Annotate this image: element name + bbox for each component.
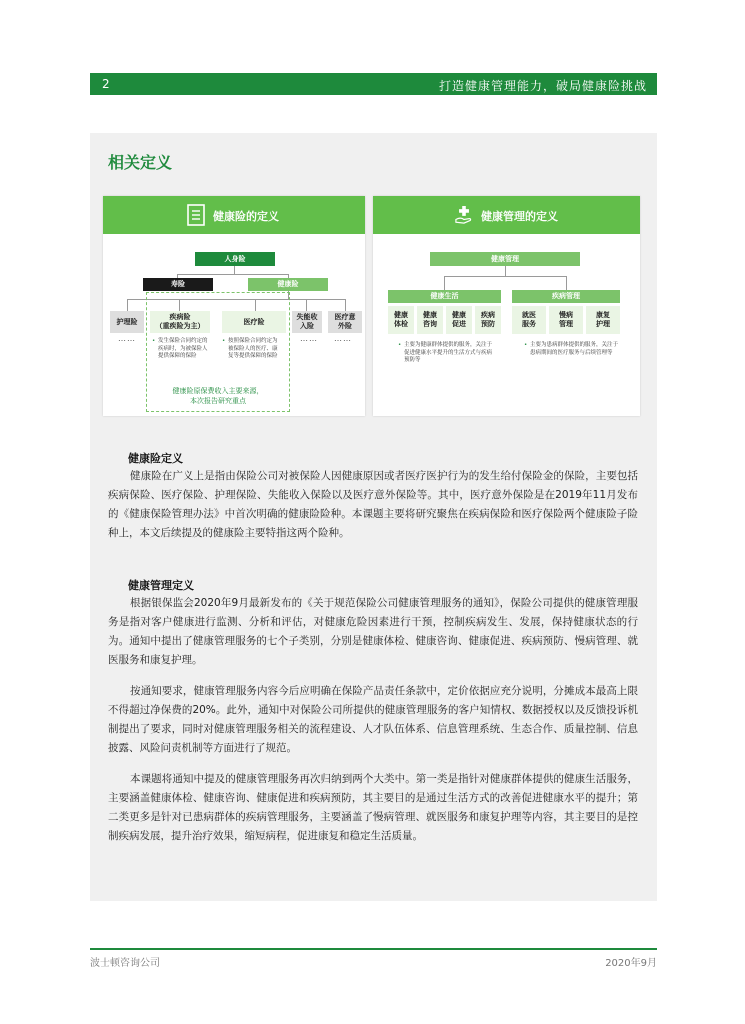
paragraph-health-insurance: 健康险在广义上是指由保险公司对被保险人因健康原因或者医疗医护行为的发生给付保险金的保险，主要包括疾病保险、医疗保险、护理保险、失能收入保险以及医疗意外保险等。其中，医疗意外保险是在2019年11月发布的《健康保险管理办法》中首次明确的健康险险种。本课题主要将研究聚焦在疾病保险和医疗保险两个健康险子险种上，本文后续提及的健康险主要特指这两个险种。 [108,470,638,539]
item-health-promotion: 健康 促进 [446,306,472,334]
section-title: 相关定义 [108,153,173,172]
hand-plus-icon [455,204,473,226]
paragraph-management-3: 本课题将通知中提及的健康管理服务再次归纳到两个大类中。第一类是指针对健康群体提供的健康生活服务，主要涵盖健康体检、健康咨询、健康促进和疾病预防，其主要目的是通过生活方式的改善促进健康水平的提升；第二类更多是针对已患病群体的疾病管理服务，主要涵盖了慢病管理、就医服务和康复护理等内容，其主要目的是控制疾病发展，提升治疗效果，缩短病程，促进康复和稳定生活质量。 [108,773,638,842]
footer-company: 波士顿咨询公司 [90,958,160,969]
heading-health-management: 健康管理定义 [128,579,194,592]
header-title: 打造健康管理能力，破局健康险挑战 [438,79,647,93]
tree-node-health: 健康险 [248,278,328,291]
tree-node-disability: 失能收 入险 [292,311,322,333]
ellipsis-1: …… [118,334,136,343]
note-disease-management: • 主要为患病群体提供的服务，关注于患病期间的医疗服务与后续管理等 [524,342,619,356]
group-healthy-life: 健康生活 [388,290,501,303]
item-disease-prevention: 疾病 预防 [475,306,501,334]
item-rehab-care: 康复 护理 [586,306,620,334]
header-bar [90,73,657,95]
tree-root-life-insurance: 人身险 [195,252,275,266]
insurance-card-title: 健康险的定义 [213,210,279,223]
management-card-title: 健康管理的定义 [481,210,558,223]
note-medical: • 按照保险合同约定为被保险人的医疗、康复等提供保障的保险 [222,338,278,359]
item-chronic-management: 慢病 管理 [549,306,583,334]
tree-root-health-management: 健康管理 [430,252,580,266]
tree-node-life: 寿险 [143,278,213,291]
item-medical-service: 就医 服务 [512,306,546,334]
ellipsis-3: …… [334,334,352,343]
footer-rule [90,948,657,950]
ellipsis-2: …… [300,334,318,343]
tree-node-nursing: 护理险 [110,311,144,333]
footer-date: 2020年9月 [605,958,657,969]
tree-node-medical-accident: 医疗意 外险 [328,311,362,333]
management-card-header [373,196,640,234]
insurance-card-header [103,196,365,234]
tree-node-medical: 医疗险 [222,311,286,333]
document-icon [187,204,205,226]
focus-caption: 健康险原保费收入主要来源， 本次报告研究重点 [172,387,264,405]
paragraph-management-1: 根据银保监会2020年9月最新发布的《关于规范保险公司健康管理服务的通知》，保险公司提供的健康管理服务是指对客户健康进行监测、分析和评估，对健康危险因素进行干预，控制疾病发生、发展，保持健康状态的行为。通知中提出了健康管理服务的七个子类别，分别是健康体检、健康咨询、健康促进、疾病预防、慢病管理、就医服务和康复护理。 [108,597,638,666]
tree-node-critical-illness: 疾病险 （重疾险为主） [150,311,210,333]
note-critical-illness: • 发生保险合同约定的疾病时，为被保险人提供保障的保险 [152,338,208,359]
item-health-consulting: 健康 咨询 [417,306,443,334]
item-health-checkup: 健康 体检 [388,306,414,334]
paragraph-management-2: 按通知要求，健康管理服务内容今后应明确在保险产品责任条款中，定价依据应充分说明，分摊成本最高上限不得超过净保费的20%。此外，通知中对保险公司所提供的健康管理服务的客户知情权、数据授权以及反馈投诉机制提出了要求，同时对健康管理服务相关的流程建设、人才队伍体系、信息管理系统、生态合作、质量控制、信息披露、风险问责机制等方面进行了规范。 [108,685,638,754]
group-disease-management: 疾病管理 [512,290,620,303]
page-number: 2 [102,77,110,91]
note-healthy-life: • 主要为健康群体提供的服务，关注于促进健康水平提升的生活方式与疾病预防等 [398,342,493,363]
heading-health-insurance: 健康险定义 [128,452,183,465]
